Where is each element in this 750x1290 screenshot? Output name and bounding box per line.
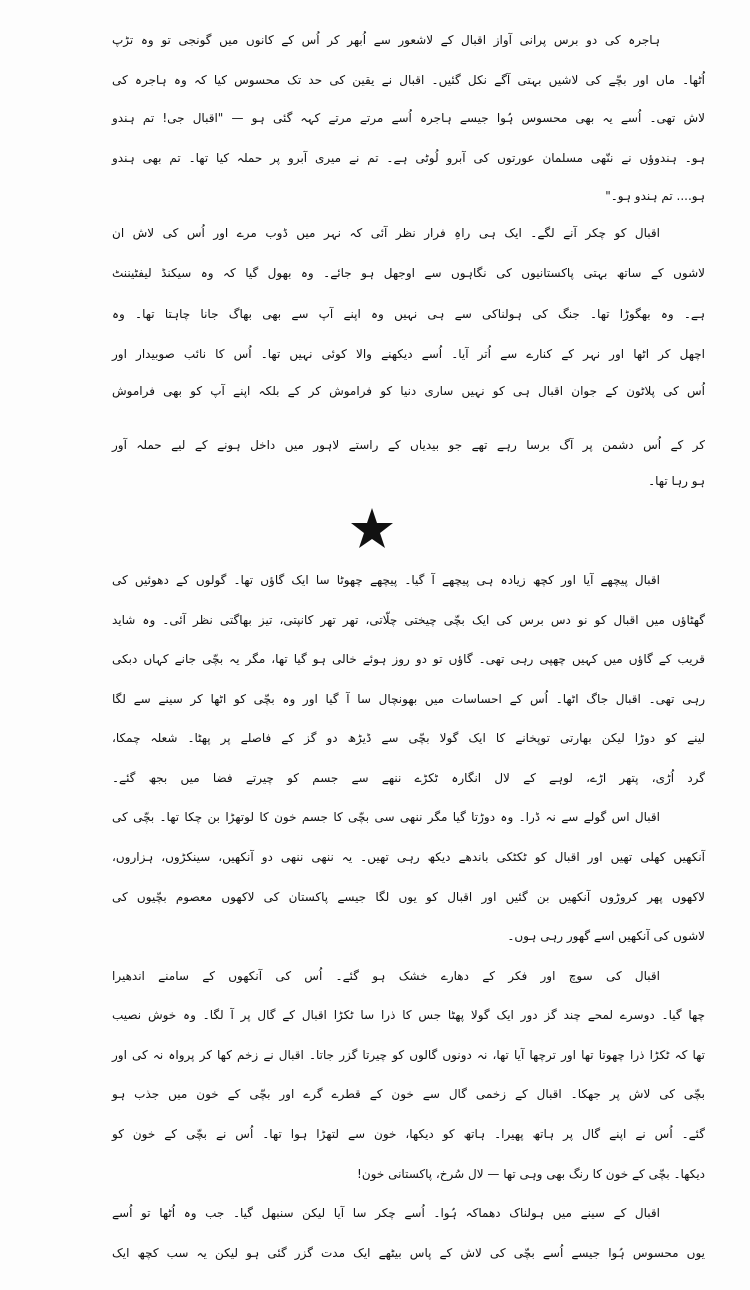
text-line: ہے۔ وہ بھگوڑا تھا۔ جنگ کی ہولناکی سے ہی نہیں وہ اپنے آپ سے بھی بھاگ جانا چاہتا تھا۔ وہ <box>112 307 705 321</box>
text-line: لاشوں کی آنکھیں اسے گھور رہی ہوں۔ <box>507 929 705 943</box>
text-line: اُس کی پلاٹون کے جوان اقبال ہی کو نہیں ساری دنیا کو فراموش کر کے بلکہ اپنے آپ کو بھی فراموش <box>112 384 705 398</box>
text-line: ہو۔ ہندوؤں نے ننّھی مسلمان عورتوں کی آبرو لُوٹی ہے۔ تم نے میری آبرو پر حملہ کیا تھا۔ تم بھی ہندو <box>112 151 705 165</box>
text-line: اقبال کی سوچ اور فکر کے دھارے خشک ہو گئے۔ اُس کی آنکھوں کے سامنے اندھیرا <box>112 969 660 983</box>
text-line: ہو رہا تھا۔ <box>648 474 705 488</box>
text-line: ہاجرہ کی دو برس پرانی آواز اقبال کے لاشعور سے اُبھر کر اُس کے کانوں میں گونجی تو وہ تڑپ <box>112 33 660 47</box>
text-line: گھٹاؤں میں اقبال کو نو دس برس کی ایک بچّی چیختی چلّاتی، تھر تھر کانپتی، تیز بھاگتی نظر آئی۔ وہ شاید <box>112 613 705 627</box>
text-line: کر کے اُس دشمن پر آگ برسا رہے تھے جو بیدیاں کے راستے لاہور میں داخل ہونے کے لیے حملہ آور <box>112 438 705 452</box>
text-line: بچّی کی لاش پر جھکا۔ اقبال کے زخمی گال سے خون کے قطرے گرے اور بچّی کے خون میں جذب ہو <box>112 1087 705 1101</box>
text-line: تھا کہ ٹکڑا ذرا چھوتا تھا اور ترچھا آیا تھا، نہ دونوں گالوں کو چیرتا گزر جاتا۔ اقبال نے زخم کھا کر پرواہ نہ کی اور <box>112 1048 705 1062</box>
text-line: گرد اُڑی، پتھر اڑے، لوہے کے لال انگارہ ٹکڑے ننھے سے جسم کو چیرتے فضا میں بجھ گئے۔ <box>112 771 705 785</box>
text-line: اقبال پیچھے آیا اور کچھ زیادہ ہی پیچھے آ گیا۔ پیچھے چھوٹا سا ایک گاؤں تھا۔ گولوں کے دھوئیں کی <box>112 573 660 587</box>
text-line: ہو.... تم ہندو ہو۔" <box>605 189 705 203</box>
text-line: لاش تھی۔ اُسے یہ بھی محسوس ہُوا جیسے ہاجرہ اُسے مرتے مرتے کہہ گئی ہو — "اقبال جی! تم ہندو <box>112 111 705 125</box>
text-line: اقبال اس گولے سے نہ ڈرا۔ وہ دوڑتا گیا مگر ننھی سی بچّی کا جسم خون کا لوتھڑا بن چکا تھا۔ بچّی کی <box>112 810 660 824</box>
text-line: رہی تھی۔ اقبال جاگ اٹھا۔ اُس کے احساسات میں بھونچال سا آ گیا اور وہ بچّی کو اٹھا کر سینے سے لگا <box>112 692 705 706</box>
text-line: لاکھوں پھر کروڑوں آنکھیں بن گئیں اور اقبال کو یوں لگا جیسے پاکستان کی لاکھوں معصوم بچّیوں کی <box>112 890 705 904</box>
text-line: اُٹھا۔ ماں اور بچّے کی لاشیں بہتی آگے نکل گئیں۔ اقبال نے یقین کی حد تک محسوس کیا کہ وہ ہاجرہ کی <box>112 73 705 87</box>
text-line: چھا گیا۔ دوسرے لمحے چند گز دور ایک گولا پھٹا جس کا ذرا سا ٹکڑا اقبال کے گال پر آ لگا۔ وہ خوش نصیب <box>112 1008 705 1022</box>
text-line: گئے۔ اُس نے اپنے گال پر ہاتھ پھیرا۔ ہاتھ کو دیکھا، خون سے لتھڑا ہوا تھا۔ اُس نے بچّی کے خون کو <box>112 1127 705 1141</box>
text-line: اقبال کو چکر آنے لگے۔ ایک ہی راہِ فرار نظر آئی کہ نہر میں ڈوب مرے اور اُس کی لاش ان <box>112 226 660 240</box>
text-line: اقبال کے سینے میں ہولناک دھماکہ ہُوا۔ اُسے چکر سا آیا لیکن سنبھل گیا۔ جب وہ اُٹھا تو اُسے <box>112 1206 660 1220</box>
text-line: اچھل کر اٹھا اور نہر کے کنارے سے اُتر آیا۔ اُسے دیکھنے والا کوئی نہیں تھا۔ اُس کا نائب صوبیدار اور <box>112 347 705 361</box>
text-line: آنکھیں کھلی تھیں اور اقبال کو ٹکٹکی باندھے دیکھ رہی تھیں۔ یہ ننھی ننھی دو آنکھیں، سینکڑوں، ہزاروں، <box>112 850 705 864</box>
text-line: یوں محسوس ہُوا جیسے اُسے بچّی کی لاش کے پاس بیٹھے ایک مدت گزر گئی ہو لیکن یہ سب کچھ ایک <box>112 1246 705 1260</box>
text-line: دیکھا۔ بچّی کے خون کا رنگ بھی وہی تھا — لال سُرخ، پاکستانی خون! <box>357 1167 705 1181</box>
text-line: لاشوں کے ساتھ بہتی پاکستانیوں کی نگاہوں سے اوجھل ہو جائے۔ وہ بھول گیا کہ وہ سیکنڈ لیفٹیننٹ <box>112 266 705 280</box>
text-line: قریب کے گاؤں میں کہیں چھپی رہی تھی۔ گاؤں تو دو روز ہوئے خالی ہو گیا تھا، مگر یہ بچّی جانے کہاں دبکی <box>112 652 705 666</box>
text-line: لینے کو دوڑا لیکن بھارتی توپخانے کا ایک گولا بچّی سے ڈیڑھ دو گز کے فاصلے پر پھٹا۔ شعلہ چمکا، <box>112 731 705 745</box>
star-icon <box>350 506 394 550</box>
